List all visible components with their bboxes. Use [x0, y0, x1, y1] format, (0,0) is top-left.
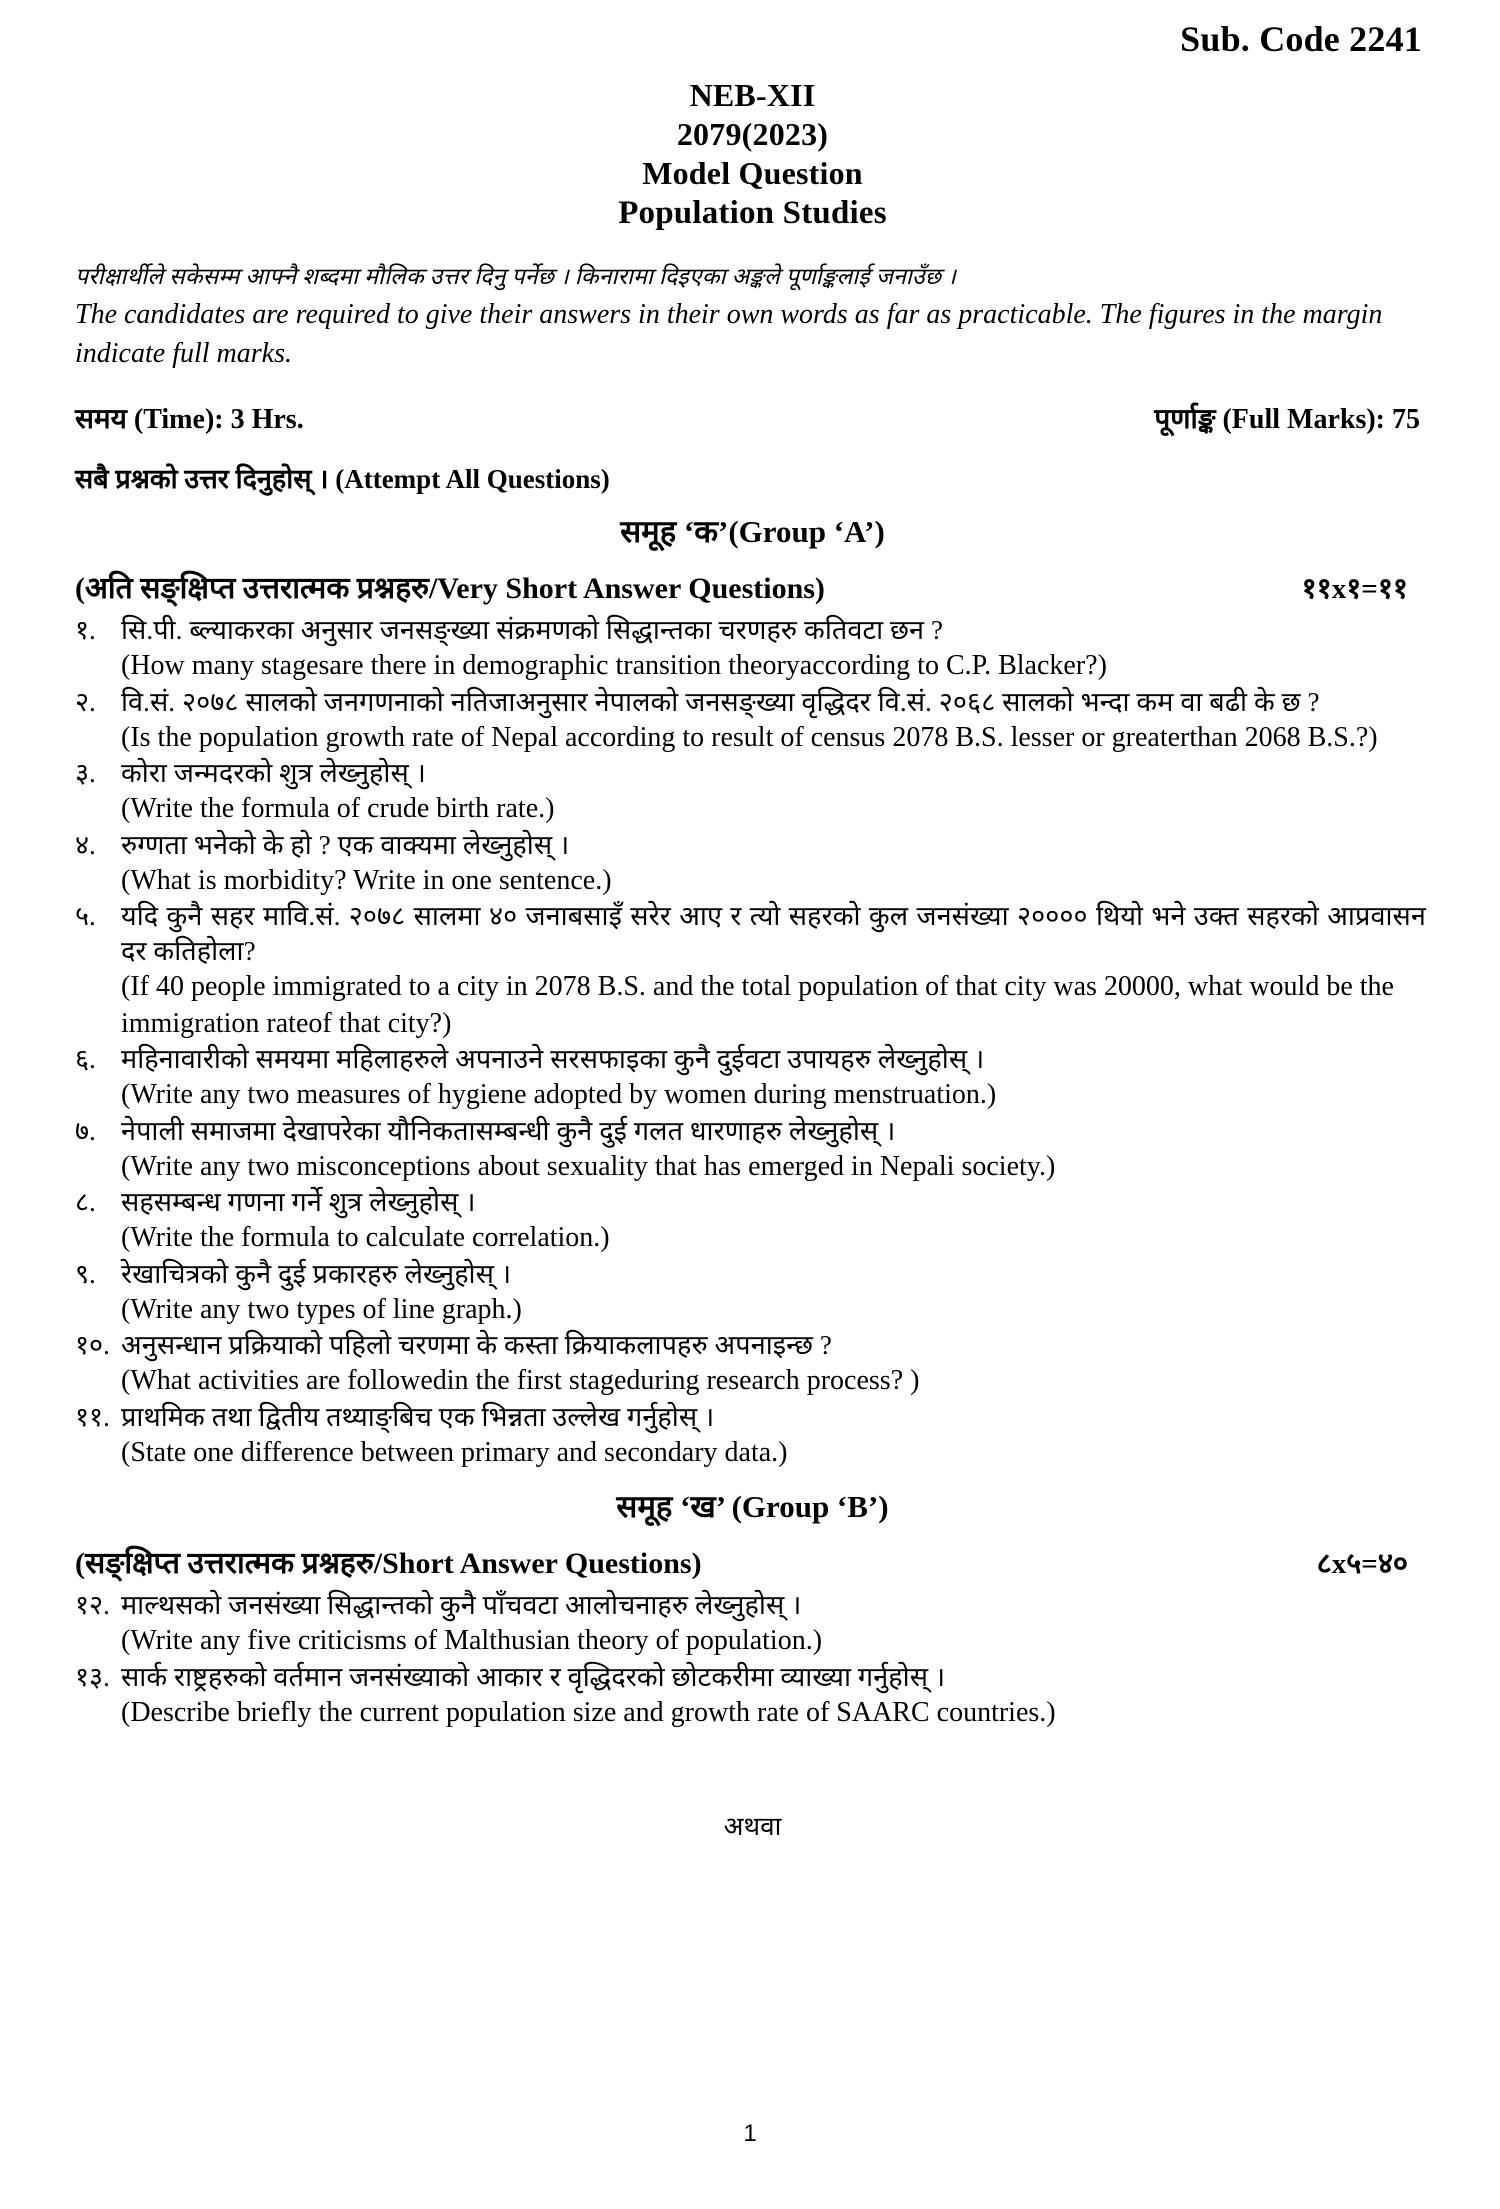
subject-code: Sub. Code 2241: [1180, 19, 1422, 59]
question-text-english: (What activities are followedin the first stageduring research process? ): [121, 1365, 920, 1397]
question-item: [75, 828, 1430, 899]
question-nepali-line: [75, 1588, 1430, 1623]
question-text-english: (Write the formula of crude birth rate.): [121, 793, 555, 825]
group-b-section-label: (सङ्क्षिप्त उत्तरात्मक प्रश्नहरु/Short Answer Questions): [75, 1547, 702, 1581]
instructions-nepali: परीक्षार्थीले सकेसम्म आफ्नै शब्दमा मौलिक उत्तर दिनु पर्नेछ । किनारामा दिइएका अङ्कले पूर्णाङ्कलाई जनाउँछ ।: [75, 264, 957, 290]
attempt-all-instruction: सबै प्रश्नको उत्तर दिनुहोस् । (Attempt All Questions): [75, 464, 610, 495]
question-text-english: (Write any two measures of hygiene adopted by women during menstruation.): [121, 1079, 997, 1111]
group-a-heading: समूह ‘क’(Group ‘A’): [620, 514, 885, 550]
question-item: [75, 1400, 1430, 1471]
question-text-english: (Write any two types of line graph.): [121, 1293, 522, 1325]
group-a-marks: ११x१=११: [1301, 573, 1408, 606]
question-number: ९.: [75, 1258, 96, 1289]
question-number: ४.: [75, 829, 96, 860]
question-text-english: (Write any five criticisms of Malthusian theory of population.): [121, 1625, 823, 1657]
question-text-nepali: सार्क राष्ट्रहरुको वर्तमान जनसंख्याको आकार र वृद्धिदरको छोटकरीमा व्याख्या गर्नुहोस् ।: [121, 1661, 946, 1692]
question-text-english: (Write the formula to calculate correlation.): [121, 1222, 610, 1254]
question-item: [75, 1257, 1430, 1328]
question-text-english: (If 40 people immigrated to a city in 2078 B.S. and the total population of that city was 20000, what would be the immigration rateof that city?): [121, 971, 1394, 1039]
question-item: [75, 1328, 1430, 1399]
question-text-nepali: माल्थसको जनसंख्या सिद्धान्तको कुनै पाँचवटा आलोचनाहरु लेख्नुहोस् ।: [121, 1590, 802, 1621]
question-item: [75, 613, 1430, 684]
question-text-nepali: रेखाचित्रको कुनै दुई प्रकारहरु लेख्नुहोस् ।: [121, 1258, 512, 1289]
question-text-nepali: कोरा जन्मदरको शुत्र लेख्नुहोस् ।: [121, 758, 426, 789]
question-nepali-line: [75, 756, 1430, 791]
question-text-english: (Is the population growth rate of Nepal according to result of census 2078 B.S. lesser or greaterthan 2068 B.S.?): [121, 721, 1378, 753]
question-text-nepali: रुग्णता भनेको के हो ? एक वाक्यमा लेख्नुहोस् ।: [121, 829, 570, 860]
question-number: ११.: [75, 1401, 110, 1432]
question-item: [75, 899, 1430, 1042]
question-item: [75, 1660, 1430, 1731]
question-number: ३.: [75, 758, 96, 789]
time-marks-row: [75, 399, 1430, 437]
question-item: [75, 756, 1430, 827]
question-nepali-line: [75, 613, 1430, 648]
group-b-heading: समूह ‘ख’ (Group ‘B’): [616, 1489, 889, 1525]
question-number: ६.: [75, 1044, 96, 1075]
time-allowed: समय (Time): 3 Hrs.: [75, 404, 304, 436]
question-item: [75, 1588, 1430, 1659]
instructions-english: The candidates are required to give their answers in their own words as far as practicable. The figures in the margin indicate full marks.: [75, 299, 1383, 369]
question-item: [75, 1185, 1430, 1256]
group-a-section-head: [75, 566, 1430, 607]
question-nepali-line: [75, 1328, 1430, 1363]
page-content: [75, 0, 1430, 1843]
question-number: ७.: [75, 1115, 96, 1146]
question-text-english: (Describe briefly the current population size and growth rate of SAARC countries.): [121, 1696, 1056, 1728]
instructions-block: [75, 261, 1430, 373]
question-nepali-line: [75, 1257, 1430, 1292]
question-text-nepali: यदि कुनै सहर मावि.सं. २०७८ सालमा ४० जनाबसाइँ सरेर आए र त्यो सहरको कुल जनसंख्या २०००० थियो भने उक्त सहरको आप्रवासन दर कतिहोला?: [121, 901, 1426, 967]
question-number: १३.: [75, 1661, 110, 1692]
title-line-subject: Population Studies: [618, 195, 887, 232]
question-number: १.: [75, 615, 96, 646]
group-b-marks: ८x५=४०: [1316, 1548, 1408, 1581]
question-nepali-line: [75, 1042, 1430, 1077]
question-text-nepali: वि.सं. २०७८ सालको जनगणनाको नतिजाअनुसार नेपालको जनसङ्ख्या वृद्धिदर वि.सं. २०६८ सालको भन्दा कम वा बढी के छ ?: [121, 686, 1320, 717]
question-text-nepali: नेपाली समाजमा देखापरेका यौनिकतासम्बन्धी कुनै दुई गलत धारणाहरु लेख्नुहोस् ।: [121, 1115, 896, 1146]
alternative-label: अथवा: [723, 1812, 782, 1842]
title-line-year: 2079(2023): [676, 116, 829, 153]
question-number: २.: [75, 686, 96, 717]
question-number: १२.: [75, 1590, 110, 1621]
title-line-neb: NEB-XII: [689, 77, 816, 113]
question-text-nepali: महिनावारीको समयमा महिलाहरुले अपनाउने सरसफाइका कुनै दुईवटा उपायहरु लेख्नुहोस् ।: [121, 1044, 985, 1075]
question-nepali-line: [75, 1114, 1430, 1149]
question-text-nepali: सहसम्बन्ध गणना गर्ने शुत्र लेख्नुहोस् ।: [121, 1187, 476, 1218]
question-nepali-line: [75, 828, 1430, 863]
title-line-model-question: Model Question: [642, 155, 863, 192]
question-nepali-line: [75, 1400, 1430, 1435]
question-nepali-line: [75, 685, 1430, 720]
question-item: [75, 1114, 1430, 1185]
title-block: [75, 76, 1430, 233]
question-item: [75, 1042, 1430, 1113]
group-a-question-list: [75, 613, 1430, 1471]
question-number: १०.: [75, 1330, 110, 1361]
question-nepali-line: [75, 1660, 1430, 1695]
group-b-section-head: [75, 1541, 1430, 1582]
question-number: ५.: [75, 901, 96, 932]
question-text-nepali: प्राथमिक तथा द्वितीय तथ्याङ्बिच एक भिन्नता उल्लेख गर्नुहोस् ।: [121, 1401, 715, 1432]
question-nepali-line: [75, 899, 1430, 969]
group-a-section-label: (अति सङ्क्षिप्त उत्तरात्मक प्रश्नहरु/Very Short Answer Questions): [75, 572, 825, 606]
question-text-english: (Write any two misconceptions about sexuality that has emerged in Nepali society.): [121, 1150, 1056, 1182]
question-text-english: (What is morbidity? Write in one sentence.): [121, 864, 612, 896]
group-b-question-list: [75, 1588, 1430, 1731]
question-number: ८.: [75, 1187, 96, 1218]
question-item: [75, 685, 1430, 756]
question-text-nepali: अनुसन्धान प्रक्रियाको पहिलो चरणमा के कस्ता क्रियाकलापहरु अपनाइन्छ ?: [121, 1330, 832, 1361]
question-nepali-line: [75, 1185, 1430, 1220]
full-marks: पूर्णाङ्क (Full Marks): 75: [1154, 404, 1420, 436]
page-number: 1: [743, 2120, 757, 2147]
question-text-english: (State one difference between primary and secondary data.): [121, 1436, 788, 1468]
question-text-nepali: सि.पी. ब्ल्याकरका अनुसार जनसङ्ख्या संक्रमणको सिद्धान्तका चरणहरु कतिवटा छन ?: [121, 615, 944, 646]
question-text-english: (How many stagesare there in demographic transition theoryaccording to C.P. Blacker?): [121, 650, 1107, 682]
